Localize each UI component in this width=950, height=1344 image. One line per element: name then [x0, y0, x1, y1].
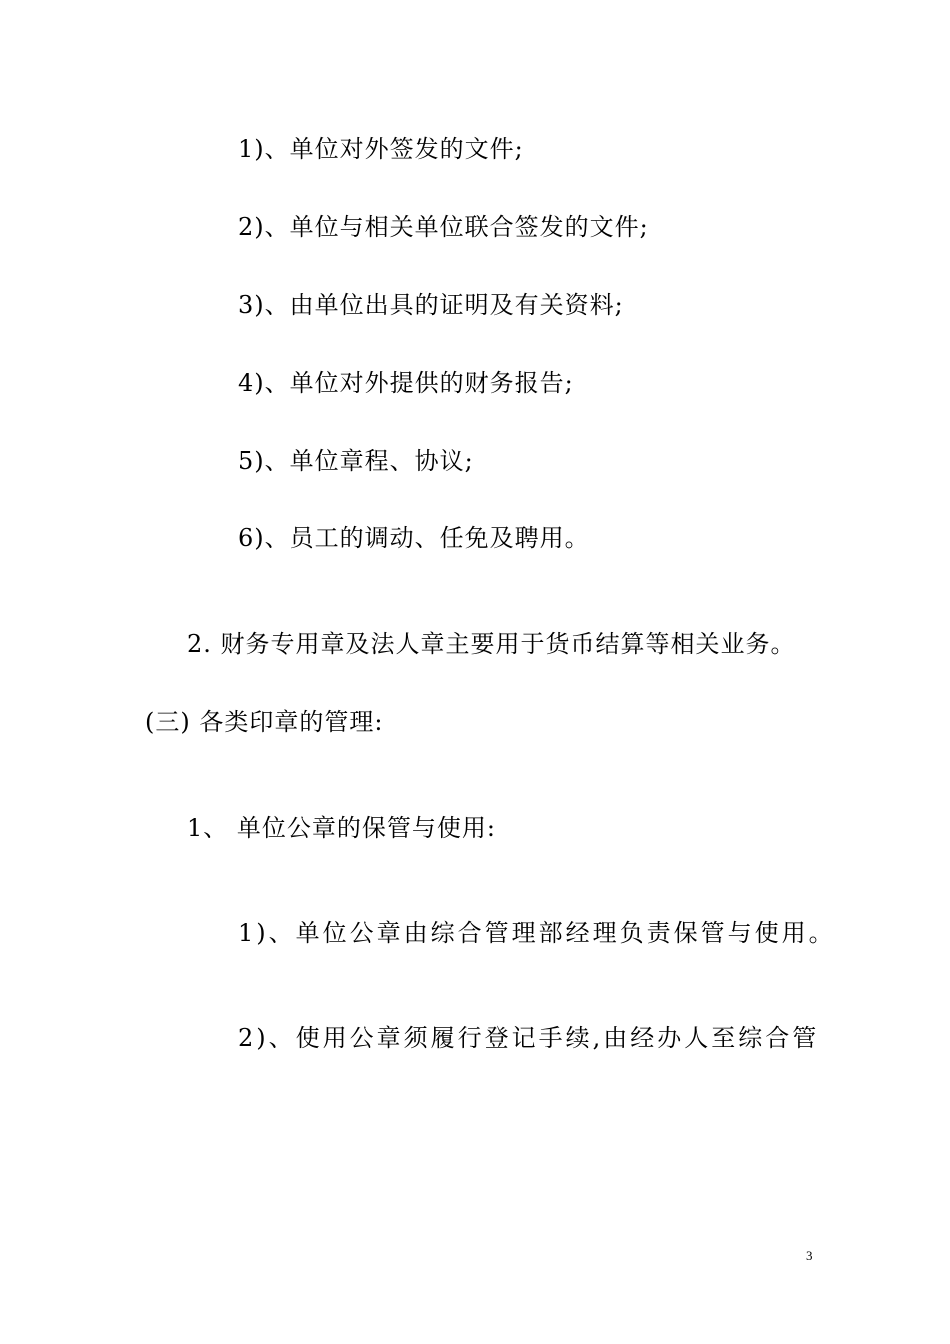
list-item-seal-registration: 2)、使用公章须履行登记手续,由经办人至综合管	[238, 1024, 820, 1052]
section-heading: (三) 各类印章的管理:	[145, 708, 384, 736]
list-item-6: 6)、员工的调动、任免及聘用。	[238, 524, 590, 552]
list-item-seal-custody: 1)、单位公章由综合管理部经理负责保管与使用。	[238, 919, 836, 947]
list-item-1: 1)、单位对外签发的文件;	[238, 135, 524, 163]
list-item-2: 2)、单位与相关单位联合签发的文件;	[238, 213, 649, 241]
list-item-5: 5)、单位章程、协议;	[238, 447, 474, 475]
list-item-3: 3)、由单位出具的证明及有关资料;	[238, 291, 624, 319]
paragraph-finance-seal: 2. 财务专用章及法人章主要用于货币结算等相关业务。	[187, 630, 796, 658]
subsection-heading: 1、 单位公章的保管与使用:	[187, 814, 496, 842]
page-number: 3	[806, 1248, 813, 1263]
list-item-4: 4)、单位对外提供的财务报告;	[238, 369, 574, 397]
